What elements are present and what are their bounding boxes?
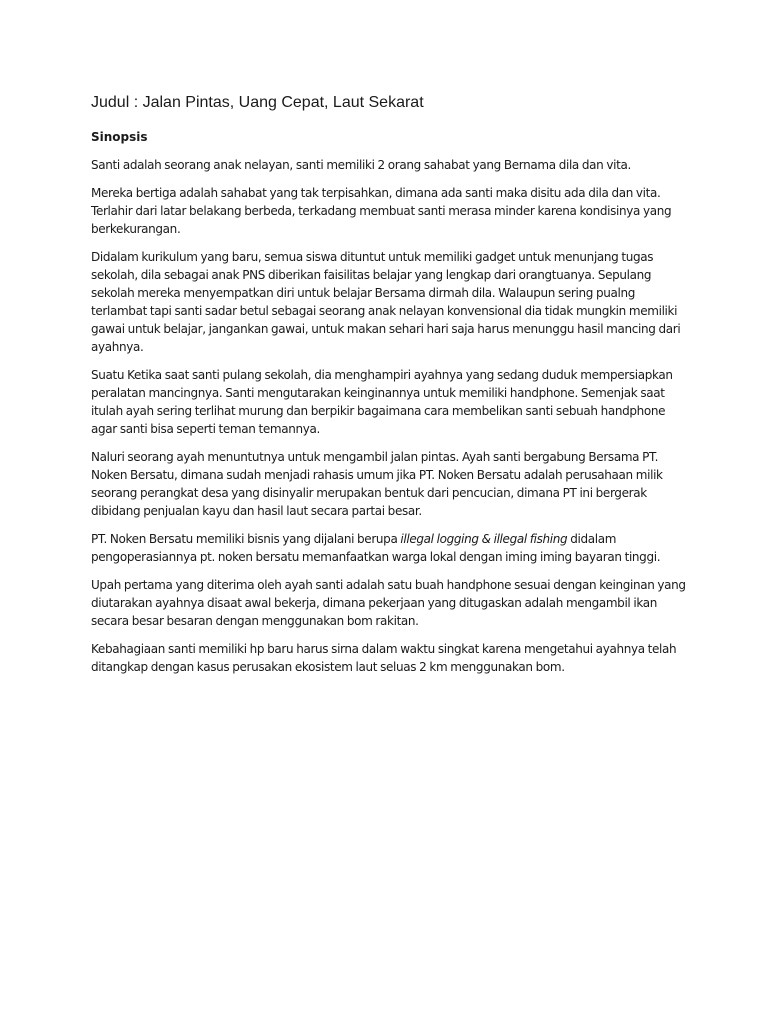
- paragraph-italic-text: illegal logging & illegal fishing: [400, 532, 568, 546]
- paragraph: Kebahagiaan santi memiliki hp baru harus sirna dalam waktu singkat karena mengetahui ayahnya telah ditangkap dengan kasus perusakan ekosistem laut seluas 2 km menggunakan bom.: [91, 642, 677, 674]
- paragraph-text: PT. Noken Bersatu memiliki bisnis yang dijalani berupa: [91, 532, 401, 546]
- paragraph: Naluri seorang ayah menuntutnya untuk mengambil jalan pintas. Ayah santi bergabung Bersama PT. Noken Bersatu, dimana sudah menjadi rahasis umum jika PT. Noken Bersatu adalah perusahaan milik seorang perangkat desa yang disinyalir merupakan bentuk dari pencucian, dimana PT ini bergerak dibidang penjualan kayu dan hasil laut secara partai besar.: [91, 450, 663, 518]
- paragraph-mixed: [91, 530, 688, 566]
- document-title: Judul : Jalan Pintas, Uang Cepat, Laut Sekarat: [91, 94, 424, 111]
- paragraph: Suatu Ketika saat santi pulang sekolah, dia menghampiri ayahnya yang sedang duduk mempersiapkan peralatan mancingnya. Santi mengutarakan keinginannya untuk memiliki handphone. Semenjak saat itulah ayah sering terlihat murung dan berpikir bagaimana cara membelikan santi sebuah handphone agar santi bisa seperti teman temannya.: [91, 368, 673, 436]
- paragraph: Upah pertama yang diterima oleh ayah santi adalah satu buah handphone sesuai dengan keinginan yang diutarakan ayahnya disaat awal bekerja, dimana pekerjaan yang ditugaskan adalah mengambil ikan secara besar besaran dengan menggunakan bom rakitan.: [91, 578, 686, 628]
- paragraph: Mereka bertiga adalah sahabat yang tak terpisahkan, dimana ada santi maka disitu ada dila dan vita. Terlahir dari latar belakang berbeda, terkadang membuat santi merasa minder karena kondisinya yang berkekurangan.: [91, 186, 672, 236]
- paragraph-text: didalam pengoperasiannya pt. noken bersatu memanfaatkan warga lokal dengan iming iming bayaran tinggi.: [91, 532, 661, 564]
- paragraph: Didalam kurikulum yang baru, semua siswa dituntut untuk memiliki gadget untuk menunjang tugas sekolah, dila sebagai anak PNS diberikan faisilitas belajar yang lengkap dari orangtuanya. Sepulang sekolah mereka menyempatkan diri untuk belajar Bersama dirmah dila. Walaupun sering pualng terlambat tapi santi sadar betul sebagai seorang anak nelayan konvensional dia tidak mungkin memiliki gawai untuk belajar, jangankan gawai, untuk makan sehari hari saja harus menunggu hasil mancing dari ayahnya.: [91, 250, 681, 354]
- paragraph: Santi adalah seorang anak nelayan, santi memiliki 2 orang sahabat yang Bernama dila dan vita.: [91, 158, 631, 172]
- section-heading-sinopsis: Sinopsis: [91, 130, 148, 144]
